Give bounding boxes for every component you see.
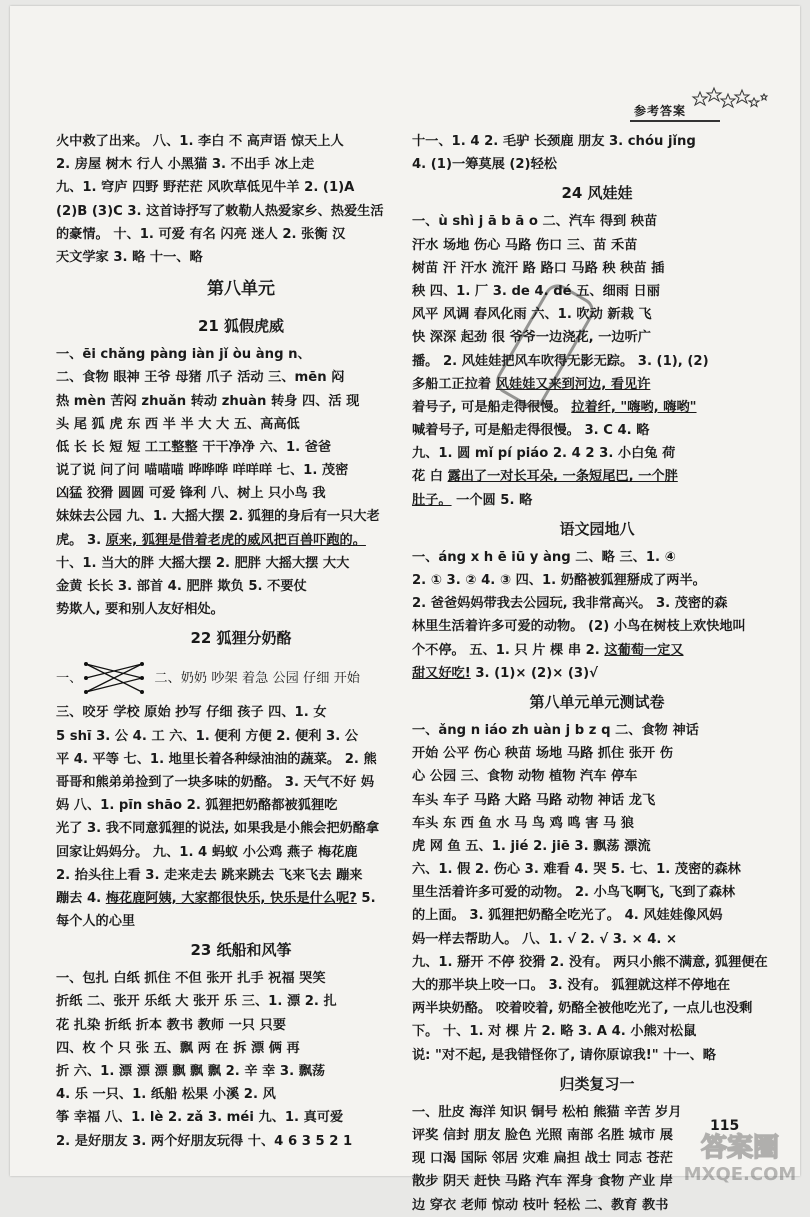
page-header (10, 6, 800, 126)
answer-line: 四、枚 个 只 张 五、飘 两 在 拆 漂 俩 再 (56, 1040, 300, 1056)
answer-line: 九、1. 圆 mǐ pí piáo 2. 4 2 3. 小白兔 荷 (412, 446, 676, 462)
answer-text: 3. (1)× (2)× (3)√ (470, 665, 598, 681)
answer-line: 妈 八、1. pīn shāo 2. 狐狸把奶酪都被狐狸吃 (56, 798, 338, 814)
section-title: 21 狐假虎威 (197, 317, 285, 336)
answer-line: 平 4. 平等 七、1. 地里长着各种绿油油的蔬菜。 2. 熊 (56, 751, 377, 767)
answer-line: 一、áng x h ē iū y àng 二、略 三、1. ④ (412, 549, 676, 565)
answer-line: 折 六、1. 漂 漂 漂 飘 飘 飘 2. 辛 幸 3. 飘荡 (56, 1064, 326, 1079)
answer-line: 心 公园 三、食物 动物 植物 汽车 停车 (412, 769, 638, 785)
underlined-answer: 露出了一对长耳朵, 一条短尾巴, 一个胖 (447, 469, 678, 485)
matching-lines-icon (82, 658, 146, 698)
answer-line: 二、食物 眼神 王爷 母猪 爪子 活动 三、mēn 闷 (56, 370, 345, 386)
answer-line: 凶猛 狡猾 圆圆 可爱 锋利 八、树上 只小鸟 我 (56, 486, 326, 502)
answer-line: 2. 爸爸妈妈带我去公园玩, 我非常高兴。 3. 茂密的森 (412, 596, 728, 612)
section-title: 归类复习一 (559, 1074, 635, 1093)
answer-line: 光了 3. 我不同意狐狸的说法, 如果我是小熊会把奶酪拿 (56, 821, 380, 837)
answer-line: 秧 四、1. 厂 3. de 4. dé 五、细雨 日丽 (412, 283, 660, 299)
underlined-answer: 风娃娃又来到河边, 看见许 (495, 376, 651, 392)
answer-text: 虎。 3. (56, 532, 106, 548)
answer-text: 二、奶奶 吵架 着急 公园 仔细 开始 (154, 670, 360, 686)
answer-line: 十、1. 当大的胖 大摇大摆 2. 肥胖 大摇大摆 大大 (56, 555, 350, 571)
answer-line: 评奖 信封 朋友 脸色 光照 南部 名胜 城市 展 (412, 1127, 673, 1143)
answer-text: 多船工正拉着 (412, 376, 496, 392)
answer-line: 散步 阴天 赶快 马路 汽车 浑身 食物 产业 岸 (412, 1174, 673, 1190)
answer-line: 边 穿衣 老师 惊动 枝叶 轻松 二、教育 教书 (412, 1197, 669, 1213)
answer-line: 回家让妈妈分。 九、1. 4 蚂蚁 小公鸡 燕子 梅花鹿 (56, 844, 358, 860)
answer-line: 下。 十、1. 对 棵 片 2. 略 3. A 4. 小熊对松鼠 (412, 1024, 697, 1040)
answer-line: (2)B (3)C 3. 这首诗抒写了敕勒人热爱家乡、热爱生活 (56, 203, 384, 219)
watermark-brand: 答案圈 (700, 1133, 780, 1163)
page-number: 115 (710, 1118, 740, 1134)
answer-line: 九、1. 掰开 不停 狡猾 2. 没有。 两只小熊不满意, 狐狸便在 (412, 954, 768, 970)
answer-line: 金黄 长长 3. 部首 4. 肥胖 欺负 5. 不要仗 (56, 579, 307, 594)
answer-line (412, 489, 782, 512)
answer-text: 个不停。 五、1. 只 片 棵 串 2. (412, 642, 605, 658)
matching-answer-line (56, 655, 426, 701)
answer-line: 妹妹去公园 九、1. 大摇大摆 2. 狐狸的身后有一只大老 (56, 509, 380, 525)
answer-line: 低 长 长 短 短 工工整整 干干净净 六、1. 爸爸 (56, 439, 332, 455)
answer-line: 一、ǎng n iáo zh uàn j b z q 二、食物 神话 (412, 722, 699, 738)
question-number: 一、 (56, 670, 83, 686)
section-title: 23 纸船和风筝 (190, 941, 292, 960)
answer-line: 现 口渴 国际 邻居 灾难 扁担 战士 同志 苍茫 (412, 1151, 673, 1167)
answer-line: 2. 房屋 树木 行人 小黑猫 3. 不出手 冰上走 (56, 157, 315, 173)
answer-line: 天文学家 3. 略 十一、略 (56, 249, 203, 265)
answer-line: 树苗 汗 汗水 流汗 路 路口 马路 秧 秧苗 插 (412, 260, 665, 276)
answer-line: 虎 网 鱼 五、1. jié 2. jiē 3. 飘荡 漂流 (412, 838, 651, 854)
answer-line: 林里生活着许多可爱的动物。 (2) 小鸟在树枝上欢快地叫 (412, 619, 746, 635)
header-title: 参考答案 (634, 104, 687, 118)
answer-line: 每个人的心里 (56, 914, 136, 930)
answer-text: 着号子, 可是船走得很慢。 (412, 399, 572, 415)
answer-line: 折纸 二、张开 乐纸 大 张开 乐 三、1. 漂 2. 扎 (56, 994, 337, 1010)
answer-page (10, 6, 800, 1213)
answer-line: 妈一样去帮助人。 八、1. √ 2. √ 3. × 4. × (412, 931, 678, 947)
answer-line: 4. (1)一筹莫展 (2)轻松 (412, 157, 557, 173)
decorative-stars-icon (690, 84, 770, 118)
answer-line: 六、1. 假 2. 伤心 3. 难看 4. 哭 5. 七、1. 茂密的森林 (412, 862, 741, 878)
answer-line: 2. 是好朋友 3. 两个好朋友玩得 十、4 6 3 5 2 1 (56, 1133, 353, 1149)
answer-line: 风平 风调 春风化雨 六、1. 吹动 新栽 飞 (412, 307, 652, 323)
answer-line: 花 扎染 折纸 折本 教书 教师 一只 只要 (56, 1017, 286, 1033)
answer-text: 花 白 (412, 469, 448, 485)
answer-line (56, 529, 426, 552)
answer-line: 2. ① 3. ② 4. ③ 四、1. 奶酪被狐狸掰成了两半。 (412, 573, 706, 588)
answer-line: 哥哥和熊弟弟捡到了一块多味的奶酪。 3. 天气不好 妈 (56, 774, 375, 790)
answer-line: 2. 抬头往上看 3. 走来走去 跳来跳去 飞来飞去 蹦来 (56, 867, 363, 883)
answer-line: 一、肚皮 海洋 知识 铜号 松柏 熊猫 辛苦 岁月 (412, 1104, 682, 1120)
underlined-answer: 拉着纤, "嗨哟, 嗨哟" (571, 399, 697, 415)
answer-line (412, 662, 782, 685)
answer-line: 一、ù shì j ā b ā o 二、汽车 得到 秧苗 (412, 214, 658, 230)
header-rule (630, 120, 720, 122)
answer-line (412, 465, 782, 488)
answer-line: 汗水 场地 伤心 马路 伤口 三、苗 禾苗 (412, 237, 638, 253)
answer-line: 九、1. 穹庐 四野 野茫茫 风吹草低见牛羊 2. (1)A (56, 180, 355, 196)
stamp-watermark-icon (480, 251, 610, 441)
answer-line: 筝 幸福 八、1. lè 2. zǎ 3. méi 九、1. 真可爱 (56, 1110, 344, 1126)
underlined-answer: 肚子。 (412, 492, 452, 508)
answer-line: 开始 公平 伤心 秧苗 场地 马路 抓住 张开 伤 (412, 746, 673, 762)
answer-line: 热 mèn 苦闷 zhuǎn 转动 zhuàn 转身 四、活 现 (56, 393, 360, 409)
section-title: 24 风娃娃 (561, 184, 633, 203)
answer-line: 头 尾 狐 虎 东 西 半 半 大 大 五、高高低 (56, 416, 300, 432)
answer-line: 快 深深 起劲 很 爷爷一边浇花, 一边听广 (412, 330, 651, 346)
answer-text: 蹦去 4. (56, 890, 106, 906)
answer-line: 的上面。 3. 狐狸把奶酪全吃光了。 4. 风娃娃像风妈 (412, 908, 723, 924)
left-column (56, 130, 426, 1153)
answer-line: 十一、1. 4 2. 毛驴 长颈鹿 朋友 3. chóu jǐng (412, 134, 696, 149)
answer-line: 播。 2. 风娃娃把风车吹得无影无踪。 3. (1), (2) (412, 353, 709, 369)
underlined-answer: 原来, 狐狸是借着老虎的威风把百兽吓跑的。 (105, 532, 366, 548)
section-title: 第八单元单元测试卷 (529, 692, 665, 711)
watermark-url: MXQE.COM (683, 1164, 797, 1185)
answer-line: 一、ēi chǎng pàng iàn jǐ òu àng n、 (56, 347, 311, 363)
site-watermark-logo-icon (670, 1126, 810, 1186)
answer-line: 势欺人, 要和别人友好相处。 (56, 602, 224, 618)
answer-line: 三、咬牙 学校 原始 抄写 仔细 孩子 四、1. 女 (56, 705, 327, 721)
answer-line: 里生活着许多可爱的动物。 2. 小鸟飞啊飞, 飞到了森林 (412, 885, 736, 901)
answer-line: 的豪情。 十、1. 可爱 有名 闪亮 迷人 2. 张衡 汉 (56, 226, 346, 242)
section-title: 22 狐狸分奶酪 (190, 629, 292, 648)
answer-line: 火中救了出来。 八、1. 李白 不 高声语 惊天上人 (56, 134, 344, 149)
answer-line: 喊着号子, 可是船走得很慢。 3. C 4. 略 (412, 423, 650, 439)
answer-line: 车头 车子 马路 大路 马路 动物 神话 龙飞 (412, 792, 656, 808)
answer-line: 车头 东 西 鱼 水 马 鸟 鸡 鸣 害 马 狼 (412, 815, 634, 831)
underlined-answer: 梅花鹿阿姨, 大家都很快乐, 快乐是什么呢? (105, 890, 357, 906)
answer-line: 一、包扎 白纸 抓住 不但 张开 扎手 祝福 哭笑 (56, 971, 326, 987)
answer-line (412, 639, 782, 662)
answer-line (56, 887, 426, 910)
answer-line: 4. 乐 一只、1. 纸船 松果 小溪 2. 风 (56, 1087, 276, 1103)
answer-line: 两半块奶酪。 咬着咬着, 奶酪全被他吃光了, 一点儿也没剩 (412, 1001, 753, 1017)
answer-line: 5 shī 3. 公 4. 工 六、1. 便利 方便 2. 便利 3. 公 (56, 728, 359, 744)
answer-line: 说了说 问了问 喵喵喵 哗哗哗 咩咩咩 七、1. 茂密 (56, 463, 349, 479)
answer-line: 大的那半块上咬一口。 3. 没有。 狐狸就这样不停地在 (412, 978, 731, 993)
answer-text: 一个圆 5. 略 (451, 492, 533, 508)
underlined-answer: 甜又好吃! (412, 665, 471, 681)
unit-title: 第八单元 (207, 279, 275, 300)
underlined-answer: 这葡萄一定又 (604, 642, 684, 658)
section-title: 语文园地八 (559, 519, 635, 538)
answer-text: 5. (356, 890, 376, 906)
answer-line: 说: "对不起, 是我错怪你了, 请你原谅我!" 十一、略 (412, 1047, 716, 1063)
